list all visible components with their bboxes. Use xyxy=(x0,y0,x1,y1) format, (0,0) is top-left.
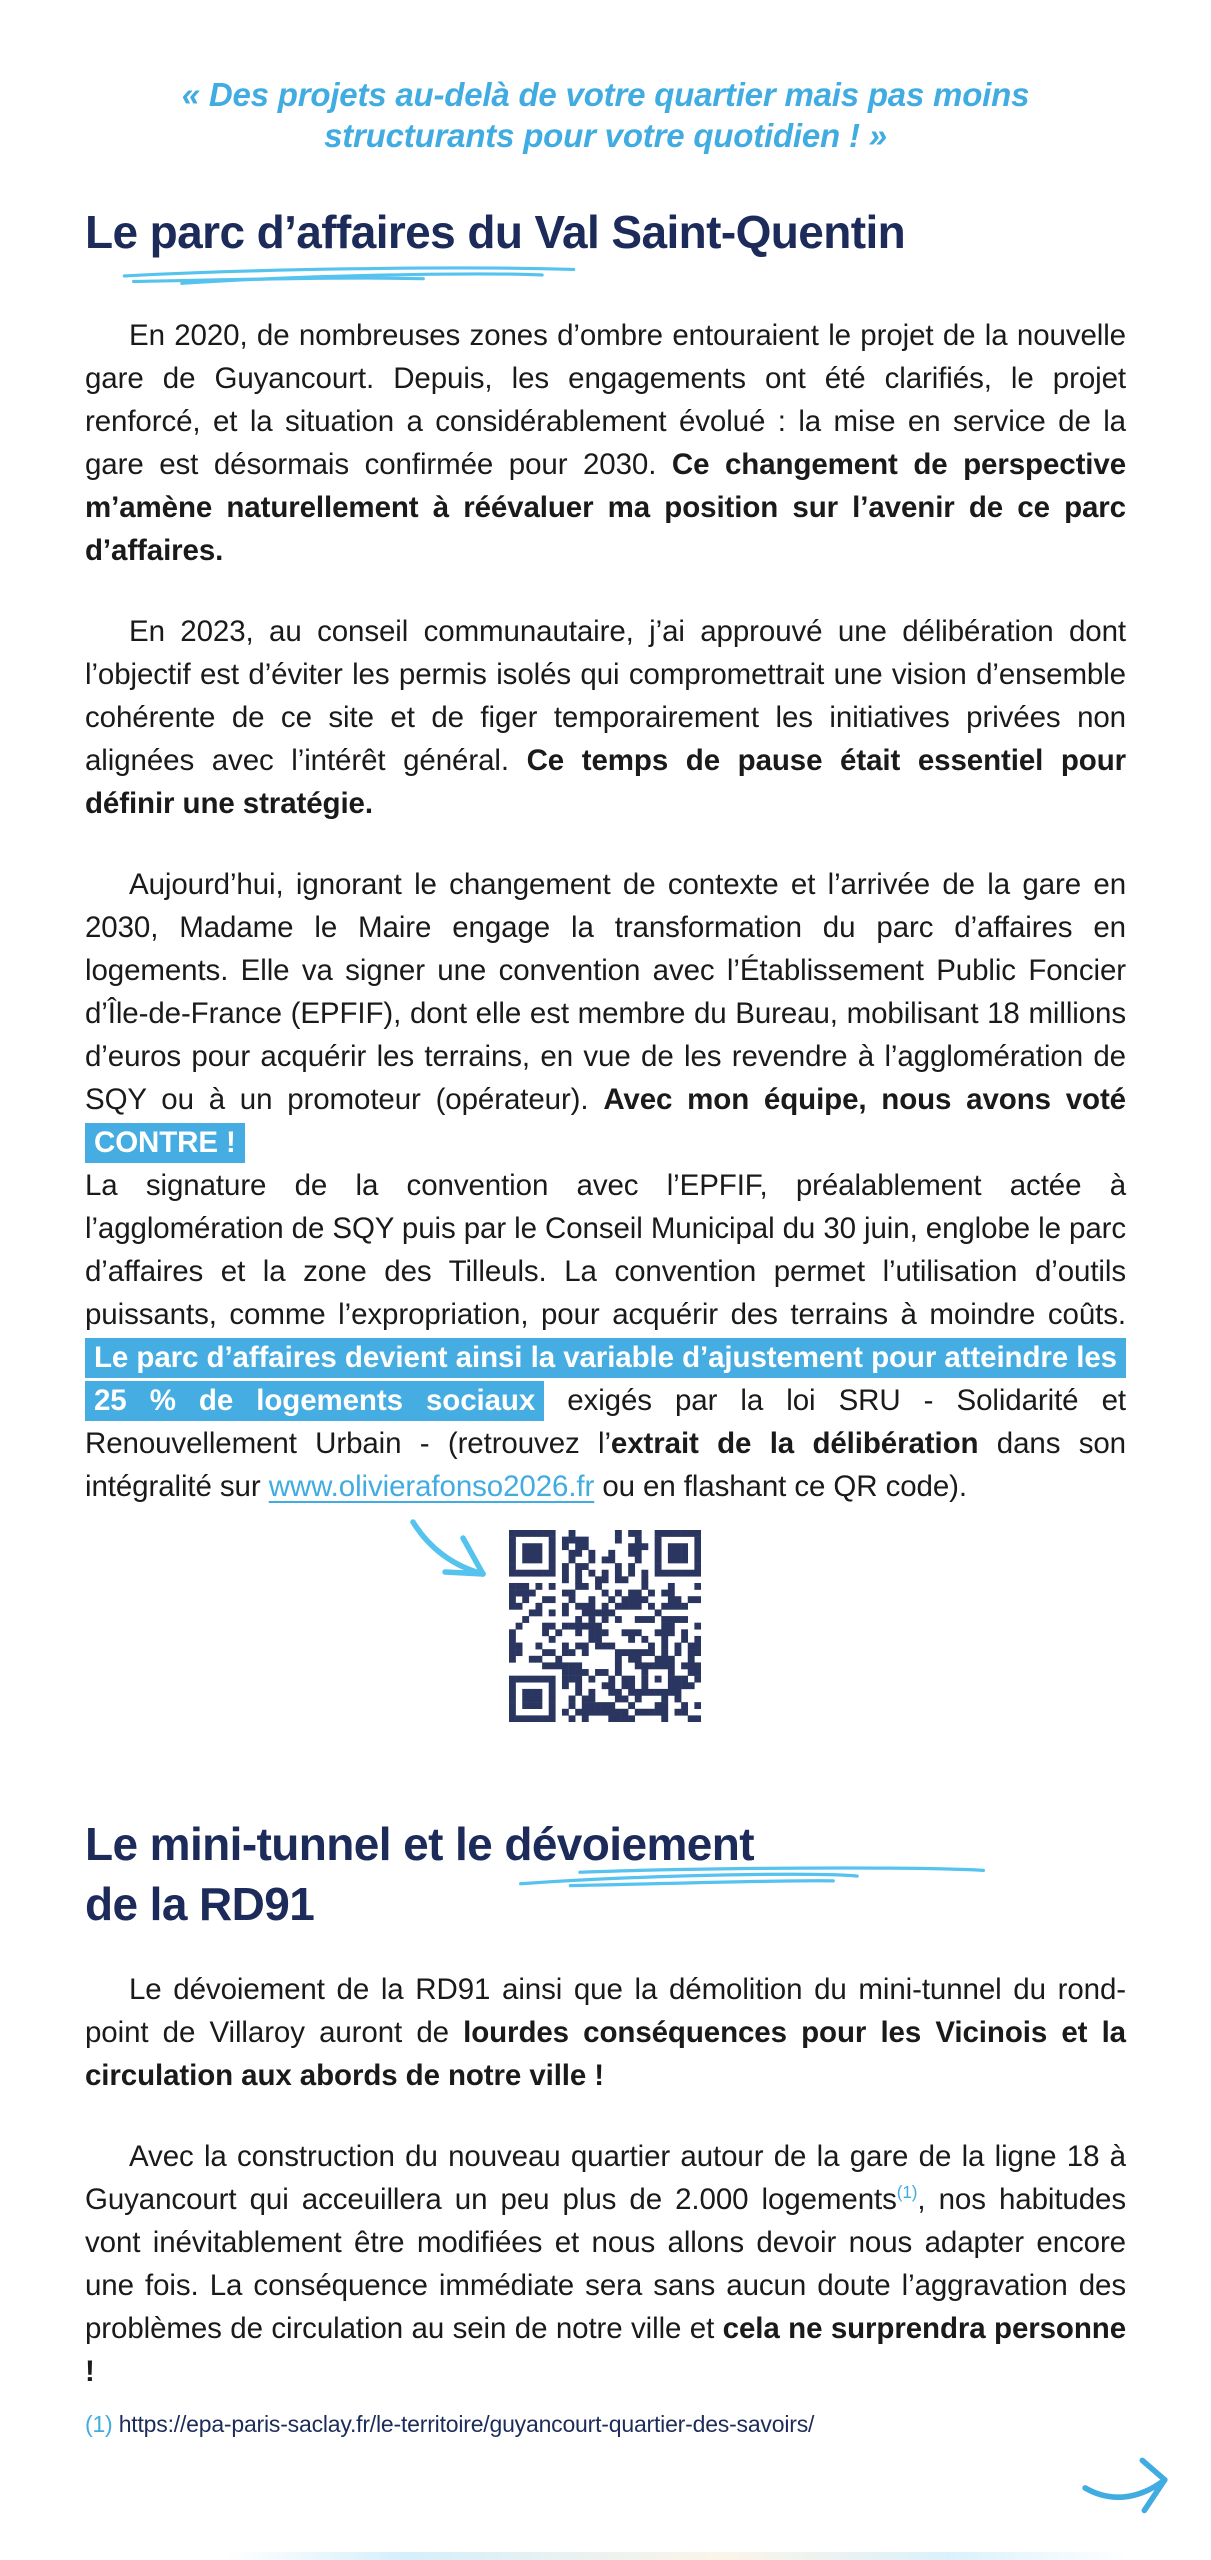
section-title-parc-affaires xyxy=(85,206,1126,288)
footnote-url[interactable]: https://epa-paris-saclay.fr/le-territoire/guyancourt-quartier-des-savoirs/ xyxy=(118,2411,815,2437)
footnote-reference: (1) xyxy=(896,2183,918,2203)
paragraph xyxy=(85,2135,1126,2393)
highlighted-text: Le parc d’affaires devient ainsi la variable d’ajustement pour atteindre les 25 % de logements sociaux xyxy=(85,1338,1126,1421)
curved-arrow-icon xyxy=(405,1514,497,1586)
section-title-mini-tunnel xyxy=(85,1814,1126,1934)
paragraph xyxy=(85,314,1126,572)
text-segment: extrait de la délibération xyxy=(610,1427,979,1460)
paragraph xyxy=(85,863,1126,1508)
text-segment: Aujourd’hui, ignorant le changement de contexte et l’arrivée de la gare en 2030, Madame le Maire engage la transformation du parc d’affaires en logements. Elle va signer une convention avec l’Établissement Public Foncier d’Île-de-France (EPFIF), dont elle est membre du Bureau, mobilisant 18 millions d’euros pour acquérir les terrains, en vue de les revendre à l’agglomération de SQY ou à un promoteur (opérateur). xyxy=(85,868,1126,1116)
text-segment: Le dévoiement de la RD91 ainsi que la démolition du mini-tunnel du rond-point de Villaroy auront de xyxy=(85,1973,1126,2049)
scribble-underline-icon xyxy=(513,1864,991,1892)
section-mini-tunnel-body xyxy=(85,1968,1126,2393)
text-segment: En 2023, au conseil communautaire, j’ai approuvé une délibération dont l’objectif est d’éviter les permis isolés qui compromettrait une vision d’ensemble cohérente de ce site et de figer temporairement les initiatives privées non alignées avec l’intérêt général. xyxy=(85,615,1126,777)
text-segment: ou en flashant ce QR code). xyxy=(594,1470,967,1503)
text-segment: En 2020, de nombreuses zones d’ombre entouraient le projet de la nouvelle gare de Guyancourt. Depuis, les engagements ont été clarifiés, le projet renforcé, et la situation a considérablement évolué : la mise en service de la gare est désormais confirmée pour 2030. xyxy=(85,319,1126,481)
quote xyxy=(85,0,1126,156)
text-segment: Ce temps de pause était essentiel pour définir une stratégie. xyxy=(85,744,1126,820)
text-segment: exigés par la loi SRU - Solidarité et Renouvellement Urbain - (retrouvez l’ xyxy=(85,1384,1126,1460)
footnote xyxy=(85,2411,1126,2438)
section-title-line2: de la RD91 xyxy=(85,1878,315,1930)
paragraph xyxy=(85,610,1126,825)
inline-link[interactable]: www.olivierafonso2026.fr xyxy=(268,1470,595,1503)
section-title-line1: Le mini-tunnel et le dévoiement xyxy=(85,1818,754,1870)
text-segment: cela ne surprendra personne ! xyxy=(85,2312,1126,2388)
text-segment: La signature de la convention avec l’EPFIF, préalablement actée à l’agglomération de SQY puis par le Conseil Municipal du 30 juin, englobe le parc d’affaires et la zone des Tilleuls. La convention permet l’utilisation d’outils puissants, comme l’expropriation, pour acquérir des terrains à moindre coûts. xyxy=(85,1169,1126,1331)
highlighted-text: CONTRE ! xyxy=(85,1123,245,1163)
text-segment: Avec la construction du nouveau quartier autour de la gare de la ligne 18 à Guyancourt qui acceuillera un peu plus de 2.000 logements xyxy=(85,2140,1126,2216)
text-segment: , nos habitudes vont inévitablement être modifiées et nous allons devoir nous adapter encore une fois. La conséquence immédiate sera sans aucun doute l’aggravation des problèmes de circulation au sein de notre ville et xyxy=(85,2183,1126,2345)
quote-line2: structurants pour votre quotidien ! » xyxy=(324,117,887,154)
paragraph xyxy=(85,1968,1126,2097)
text-segment: Ce changement de perspective m’amène naturellement à réévaluer ma position sur l’avenir de ce parc d’affaires. xyxy=(85,448,1126,567)
bottom-edge-artifact xyxy=(225,2552,1130,2560)
footnote-marker: (1) xyxy=(85,2411,119,2437)
quote-line1: « Des projets au-delà de votre quartier mais pas moins xyxy=(181,76,1030,113)
section-parc-affaires-body xyxy=(85,314,1126,1508)
right-arrow-icon xyxy=(1079,2455,1177,2523)
section-title-text: Le parc d’affaires du Val Saint-Quentin xyxy=(85,206,906,258)
scribble-underline-icon xyxy=(105,262,593,288)
qr-block xyxy=(85,1514,1126,1730)
text-segment: Avec mon équipe, nous avons voté xyxy=(603,1083,1126,1116)
text-segment: lourdes conséquences pour les Vicinois et la circulation aux abords de notre ville ! xyxy=(85,2016,1126,2092)
qr-code[interactable] xyxy=(509,1530,701,1722)
text-segment: dans son intégralité sur xyxy=(85,1427,1126,1503)
